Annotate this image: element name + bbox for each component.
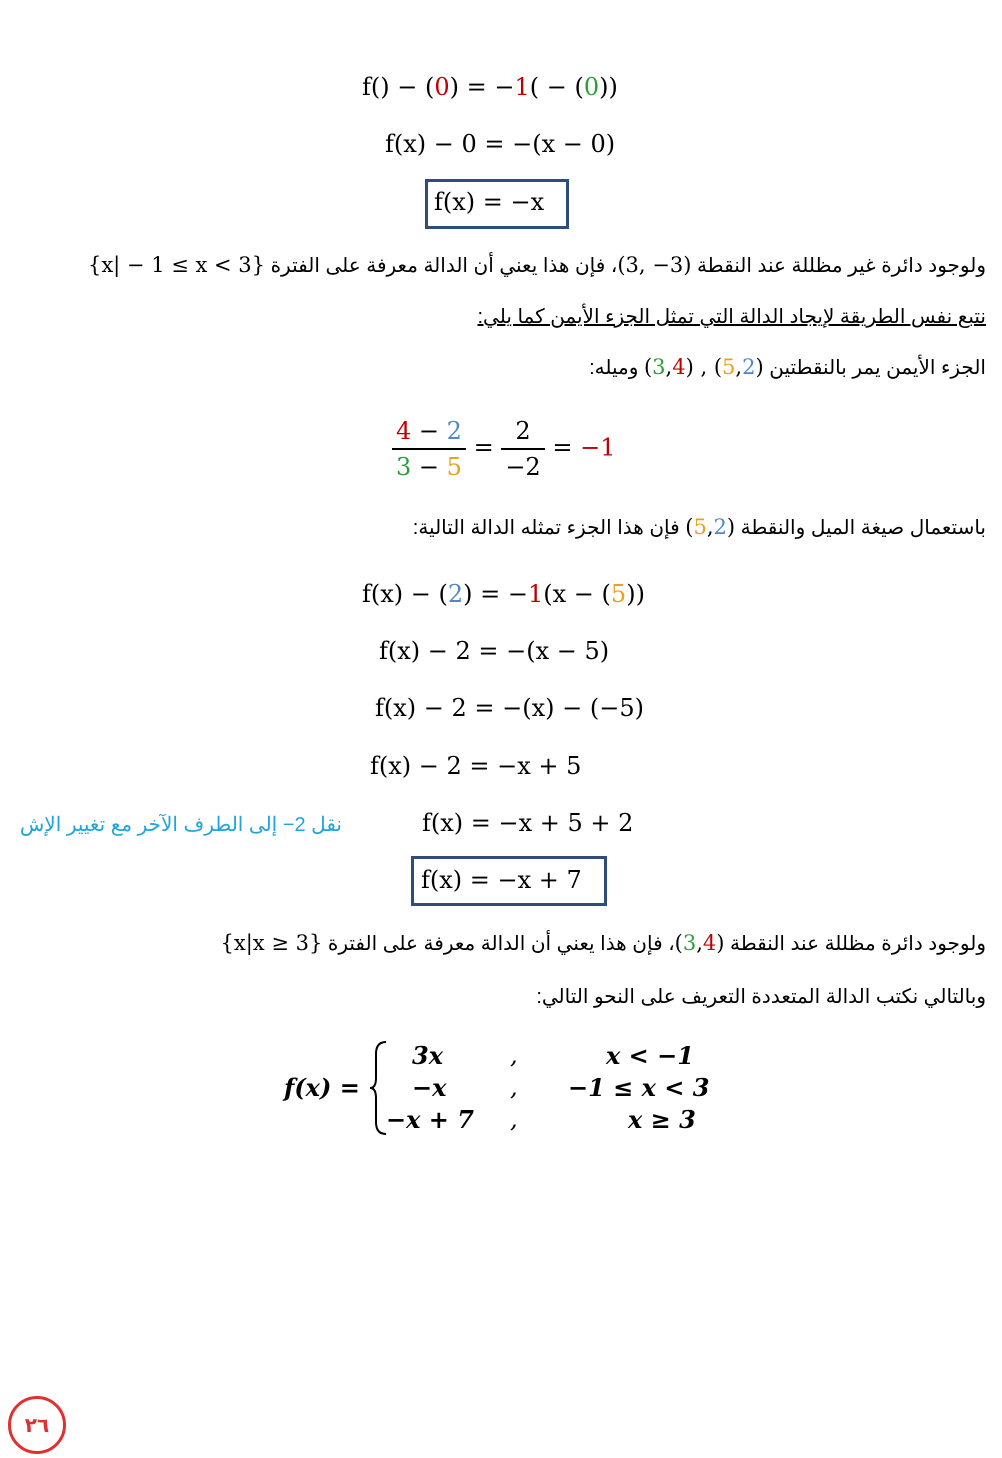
piecewise-row-3-expr: −x + 7	[386, 1105, 474, 1134]
piecewise-row-1-cond: x < −1	[606, 1041, 694, 1070]
equation-9: f(x) = −x + 7	[421, 866, 582, 894]
eq-red-value: 0	[434, 73, 450, 101]
piecewise-row-1-sep: ,	[510, 1041, 518, 1069]
equation-8: f(x) = −x + 5 + 2	[422, 809, 634, 837]
para-text: ، فإن هذا يعني أن الدالة معرفة على الفترة	[322, 933, 675, 955]
paragraph-2	[589, 353, 986, 382]
section-heading: نتبع نفس الطريقة لإيجاد الدالة التي تمثل الجزء الأيمن كما يلي:	[477, 306, 986, 328]
eq-part: (	[529, 73, 540, 101]
para-text: ولوجود دائرة مظللة عند النقطة	[724, 933, 986, 955]
piecewise-row-2-sep: ,	[510, 1073, 518, 1101]
piecewise-row-3-cond: x ≥ 3	[628, 1105, 696, 1134]
eq-part: − (	[539, 73, 584, 101]
paragraph-1	[88, 251, 986, 280]
equals: =	[544, 433, 581, 462]
paragraph-5: وبالتالي نكتب الدالة المتعددة التعريف على النحو التالي:	[536, 986, 986, 1008]
point-1: (3,4)	[643, 355, 694, 379]
comma: ,	[693, 355, 714, 379]
equation-5: f(x) − 2 = −(x − 5)	[379, 637, 610, 665]
piecewise-lhs: f(x) =	[284, 1073, 360, 1102]
para-text: ولوجود دائرة غير مظللة عند النقطة	[691, 255, 986, 277]
point: (3, −3)	[617, 253, 692, 277]
para-text: فإن هذا الجزء تمثله الدالة التالية:	[412, 517, 686, 539]
page-number: ٢٦	[8, 1396, 66, 1454]
equation-6: f(x) − 2 = −(x) − (−5)	[375, 694, 644, 722]
interval: {x| − 1 ≤ x < 3}	[87, 253, 266, 277]
eq-red-value: 1	[514, 73, 530, 101]
eq-part: ) = −	[449, 73, 515, 101]
interval: {x|x ≥ 3}	[220, 931, 323, 955]
piecewise-row-2-cond: −1 ≤ x < 3	[568, 1073, 710, 1102]
equation-7: f(x) − 2 = −x + 5	[370, 752, 582, 780]
fraction-1: $\frac{4 - 2}{3 - 5}$	[392, 414, 466, 484]
equals: =	[465, 433, 502, 462]
equation-1	[362, 72, 618, 102]
point-2: (5,2)	[713, 355, 764, 379]
equation-2: f(x) − 0 = −(x − 0)	[385, 130, 616, 158]
fraction-2: $\frac{2}{-2}$	[501, 414, 544, 484]
eq-part: ))	[599, 73, 618, 101]
piecewise-row-2-expr: −x	[412, 1073, 447, 1102]
slope-equation	[392, 414, 615, 484]
paragraph-4	[221, 929, 986, 958]
side-note: نقل 2− إلى الطرف الآخر مع تغيير الإش	[19, 814, 342, 836]
equation-3: f(x) = −x	[434, 188, 545, 216]
point: (5,2)	[685, 515, 736, 539]
piecewise-row-1-expr: 3x	[412, 1041, 444, 1070]
point: (3,4)	[674, 931, 725, 955]
para-text: باستعمال صيغة الميل والنقطة	[735, 517, 986, 539]
para-text: الجزء الأيمن يمر بالنقطتين	[763, 357, 986, 379]
paragraph-3	[413, 513, 986, 542]
piecewise-row-3-sep: ,	[510, 1105, 518, 1133]
slope-result: −1	[580, 433, 616, 462]
para-text: ، فإن هذا يعني أن الدالة معرفة على الفترة	[265, 255, 618, 277]
eq-part: ) − (	[380, 73, 435, 101]
eq-green-value: 0	[583, 73, 600, 101]
eq-part: f(	[362, 73, 381, 101]
equation-4: f(x) − (2) = −1(x − (5))	[362, 580, 645, 608]
para-text: وميله:	[589, 357, 644, 379]
